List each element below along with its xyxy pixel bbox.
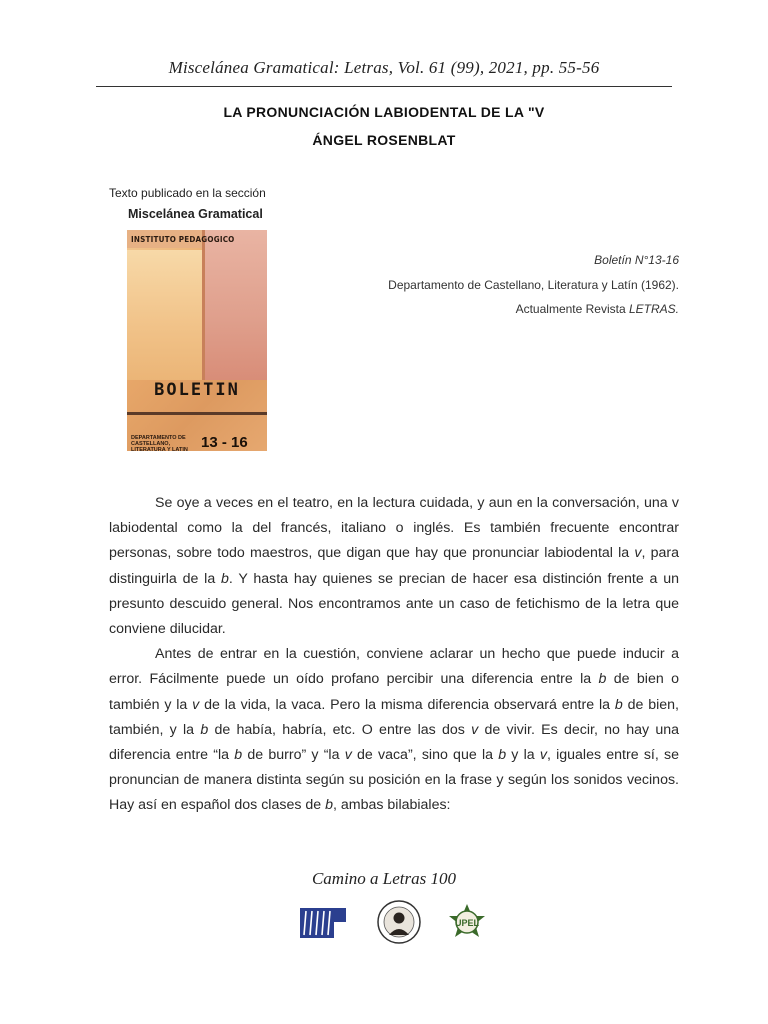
- body-paragraph-1: [109, 491, 679, 642]
- svg-text:UPEL: UPEL: [454, 918, 480, 928]
- article-author: ÁNGEL ROSENBLAT: [312, 132, 456, 148]
- section-caption: Texto publicado en la sección: [109, 186, 266, 200]
- italic-letter: b: [614, 696, 623, 713]
- cover-right-panel: [205, 230, 267, 380]
- current-journal-name: LETRAS.: [628, 302, 679, 316]
- header-divider: [96, 86, 672, 87]
- italic-letter: v: [471, 721, 479, 738]
- cover-institute: INSTITUTO PEDAGOGICO: [131, 235, 235, 244]
- italic-letter: v: [634, 545, 642, 562]
- italic-letter: b: [325, 797, 333, 814]
- cover-department: DEPARTAMENTO DE CASTELLANO, LITERATURA Y LATIN: [131, 435, 188, 451]
- text-run: de burro” y “la: [242, 747, 345, 764]
- text-run: de vaca”, sino que la: [351, 747, 499, 764]
- text-run: Se oye a veces en el teatro, en la lectura cuidada, y aun en la conversación, una v labiodental como la del francés, italiano o inglés. Es también frecuente encontrar personas, sobre todo maestros, que digan que hay que pronunciar labiodental la: [109, 495, 679, 562]
- italic-letter: v: [192, 696, 200, 713]
- article-body: [109, 491, 679, 819]
- institutional-logo-icon: [300, 908, 346, 938]
- text-run: , para distinguirla de la: [109, 545, 680, 587]
- journal-header: Miscelánea Gramatical: Letras, Vol. 61 (99), 2021, pp. 55-56: [168, 58, 600, 77]
- cover-band: [127, 412, 267, 415]
- upel-seal-icon: [441, 902, 493, 944]
- italic-letter: b: [498, 747, 507, 764]
- italic-letter: v: [539, 747, 547, 764]
- portrait-seal-icon: [374, 899, 424, 945]
- body-paragraph-2: [109, 642, 679, 818]
- text-run: de vivir. Es decir, no hay una diferencia entre “la: [109, 721, 679, 764]
- footer-title: Camino a Letras 100: [311, 869, 457, 888]
- italic-letter: b: [234, 747, 243, 764]
- text-run: de bien, también, y la: [109, 696, 679, 738]
- text-run: de la vida, la vaca. Pero la misma diferencia observará entre la: [199, 696, 615, 713]
- italic-letter: b: [221, 570, 229, 587]
- cover-left-panel: [127, 250, 202, 380]
- italic-letter: b: [598, 671, 607, 688]
- article-title: LA PRONUNCIACIÓN LABIODENTAL DE LA "V: [223, 104, 545, 120]
- text-run: , iguales entre sí, se pronuncian de manera distinta según su posición en la frase y según los sonidos vecinos. Hay así en español dos clases de: [109, 747, 679, 814]
- bulletin-cover-image: [127, 230, 267, 451]
- cover-title: BOLETIN: [154, 380, 240, 400]
- section-name: Miscelánea Gramatical: [128, 207, 263, 221]
- italic-letter: v: [344, 747, 352, 764]
- current-journal-reference: [516, 302, 679, 316]
- text-run: , ambas bilabiales:: [333, 797, 451, 814]
- current-prefix: Actualmente Revista: [515, 302, 629, 316]
- text-run: y la: [506, 747, 540, 764]
- italic-letter: b: [200, 721, 209, 738]
- text-run: Antes de entrar en la cuestión, conviene aclarar un hecho que puede inducir a error. Fácilmente puede un oído profano percibir una diferencia entre la: [109, 646, 679, 688]
- text-run: de bien o también y la: [109, 671, 679, 713]
- department-reference: Departamento de Castellano, Literatura y Latín (1962).: [388, 278, 679, 292]
- bulletin-reference: Boletín N°13-16: [594, 253, 679, 267]
- text-run: . Y hasta hay quienes se precian de hacer esa distinción frente a un presunto descuido general. Nos encontramos ante un caso de fetichismo de la letra que conviene dilucidar.: [109, 570, 680, 638]
- cover-number: 13 - 16: [201, 434, 248, 451]
- text-run: de había, habría, etc. O entre las dos: [208, 721, 472, 738]
